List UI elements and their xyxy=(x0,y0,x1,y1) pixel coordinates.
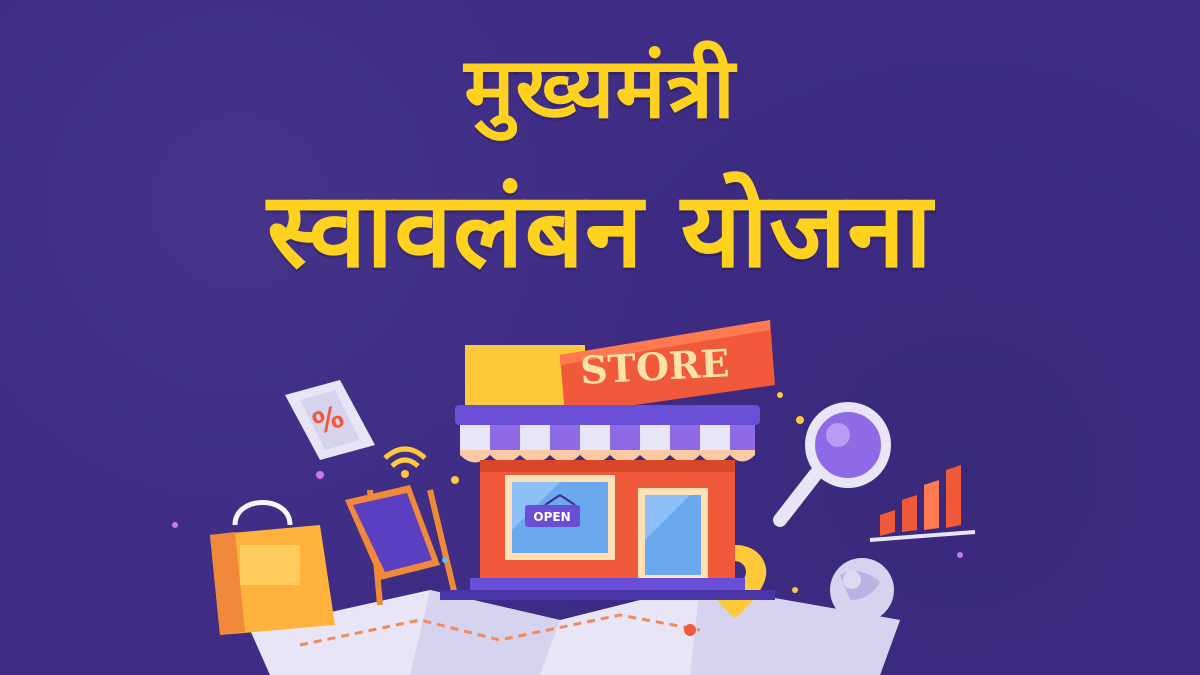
store-awning xyxy=(460,425,755,463)
store-building xyxy=(440,320,775,600)
store-sign-text: STORE xyxy=(579,340,731,393)
shopping-bag-icon xyxy=(210,503,335,636)
store-illustration xyxy=(0,300,1200,675)
discount-tag-icon xyxy=(285,380,375,460)
chalkboard-icon xyxy=(345,485,455,605)
wifi-icon xyxy=(385,449,425,478)
growth-chart-icon xyxy=(870,465,975,540)
discount-badge-text: % xyxy=(308,399,349,443)
globe-icon xyxy=(830,558,894,622)
title-line-1: मुख्यमंत्री xyxy=(464,39,736,137)
open-sign-text: OPEN xyxy=(533,510,571,524)
title-line-2: स्वावलंबन योजना xyxy=(267,169,933,291)
magnifier-icon xyxy=(780,407,886,520)
